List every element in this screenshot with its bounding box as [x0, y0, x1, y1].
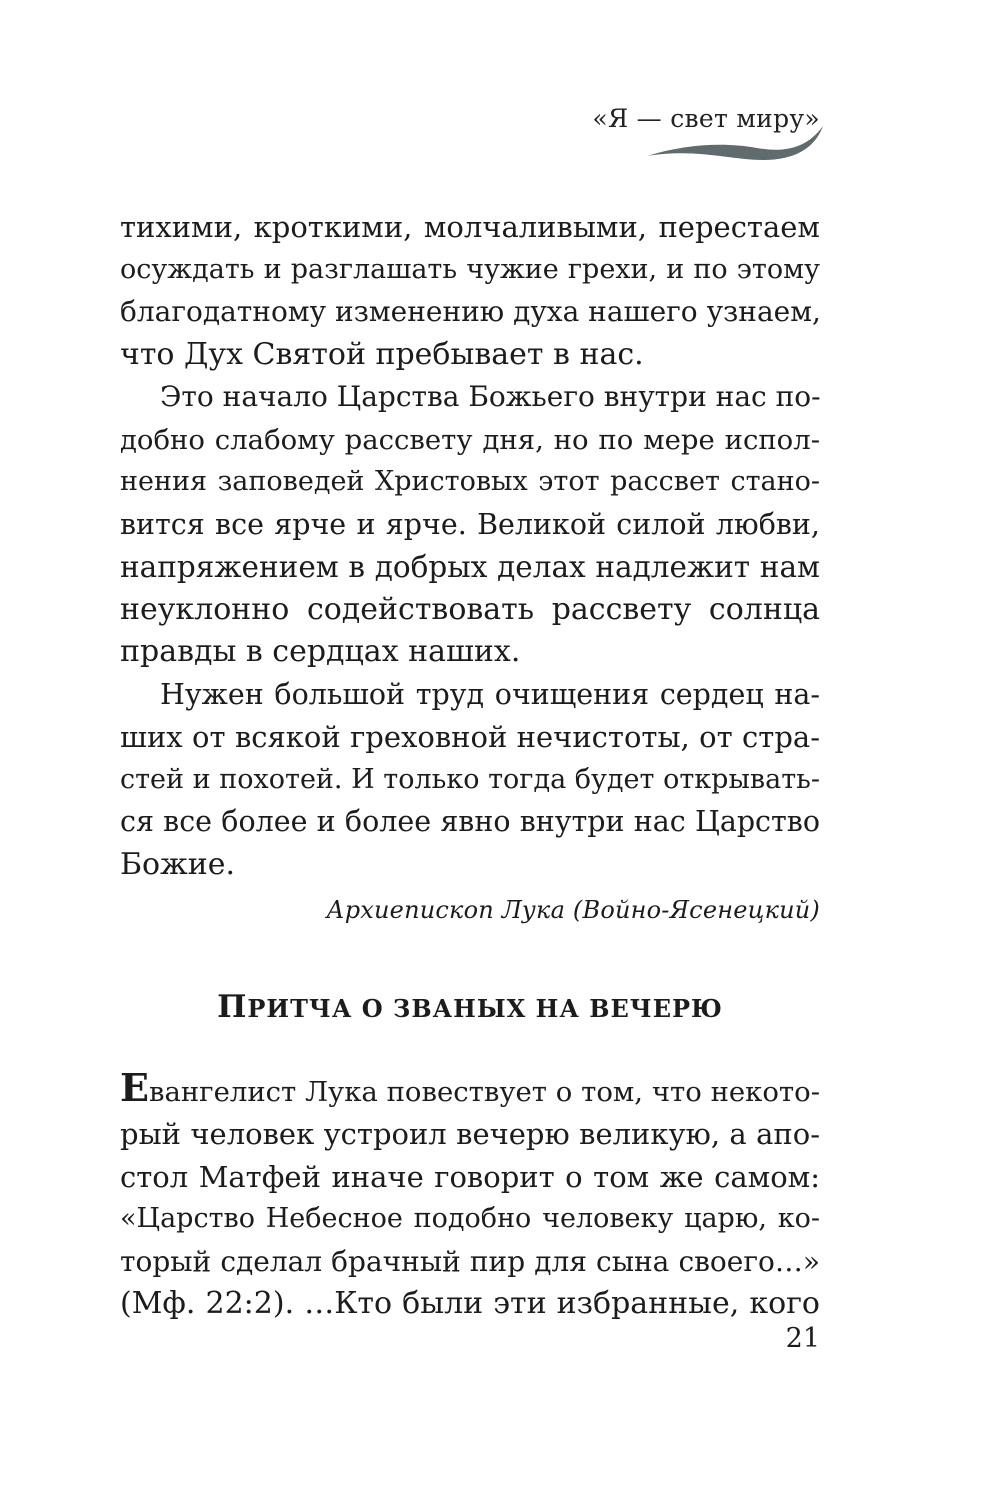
text-line: вится все ярче и ярче. Великой силой любви, [120, 507, 820, 541]
drop-cap: Е [120, 1064, 149, 1110]
text-line: ших от всякой греховной нечистоты, от стра- [120, 720, 820, 754]
text-line: благодатному изменению духа нашего узнаем, [120, 295, 821, 328]
paragraph-1 [120, 206, 820, 376]
text-line: (Мф. 22:2). …Кто были эти избранные, кого [120, 1286, 820, 1321]
text-line: тихими, кроткими, молчаливыми, перестаем [120, 210, 820, 244]
text-line: неуклонно содействовать рассвету солнца [120, 591, 820, 627]
text-line: нения заповедей Христовых этот рассвет стано- [120, 466, 820, 497]
page-content [120, 206, 820, 1326]
text-line: осуждать и разглашать чужие грехи, и по этому [120, 253, 820, 285]
paragraph-3 [120, 674, 820, 887]
text-line: «Царство Небесное подобно человеку царю, ко- [120, 1203, 820, 1234]
paragraph-2 [120, 376, 820, 674]
section-paragraph [120, 1064, 820, 1326]
page-number: 21 [785, 1323, 820, 1354]
running-title: «Я — свет миру» [592, 104, 820, 133]
text-line: что Дух Святой пребывает в нас. [120, 336, 644, 372]
text-line [120, 1064, 820, 1114]
text-line: Нужен большой труд очищения сердец на- [160, 677, 820, 711]
section-heading [120, 986, 820, 1031]
text-line: правды в сердцах наших. [120, 634, 521, 669]
text-line: ся все более и более явно внутри нас Царство [120, 805, 820, 838]
ornament-swoosh [645, 118, 825, 164]
text-line: Божие. [120, 846, 235, 882]
text-line: напряжением в добрых делах надлежит нам [120, 550, 820, 584]
text-line: Это начало Царства Божьего внутри нас по- [160, 380, 821, 413]
text-line: стол Матфей иначе говорит о том же самом: [120, 1159, 820, 1194]
heading-rest: РИТЧА О ЗВАНЫХ НА ВЕЧЕРЮ [247, 994, 723, 1023]
text-line: добно слабому рассвету дня, но по мере испол- [120, 423, 820, 456]
text-line: торый сделал брачный пир для сына своего…» [120, 1244, 820, 1278]
first-line-text: вангелист Лука повествует о том, что некото- [148, 1075, 820, 1108]
text-line: рый человек устроил вечерю великую, а апо- [120, 1117, 820, 1151]
heading-initial: П [217, 989, 248, 1025]
text-line: стей и похотей. И только тогда будет открывать- [120, 763, 820, 795]
author-signature: Архиепископ Лука (Войно-Ясенецкий) [326, 896, 820, 924]
